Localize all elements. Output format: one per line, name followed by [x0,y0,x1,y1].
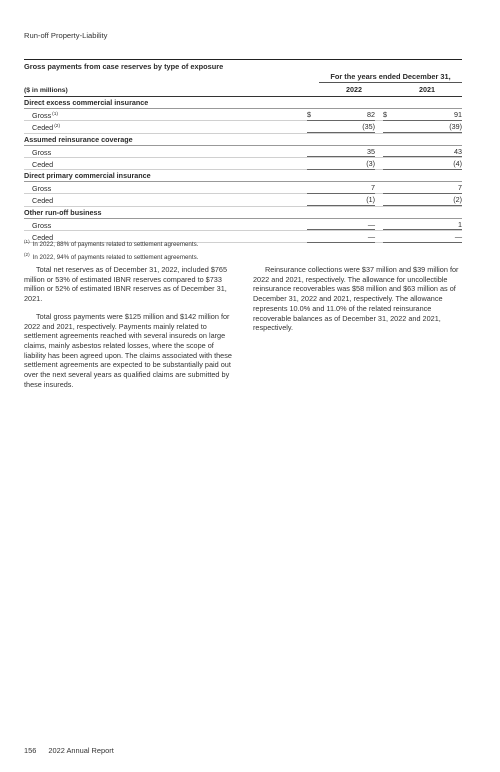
row-label [32,158,54,170]
cell-2022 [307,231,375,243]
table-row [24,146,462,158]
footnote-ref: (2) [54,124,61,130]
table-row [24,121,462,133]
column-header-row [24,83,462,97]
table-row [24,182,462,194]
years-header: For the years ended December 31, [319,72,462,83]
units-label: ($ in millions) [24,87,68,94]
paragraph: Total net reserves as of December 31, 2022, included $765 million or 53% of estimated IBNR reserves compared to $733 million or 52% of estimated IBNR reserves as of December 31, 2021. [24,265,228,304]
category-row: Direct primary commercial insurance [24,170,462,182]
table-row [24,219,462,231]
category-row: Assumed reinsurance coverage [24,134,462,146]
value-2022: (35) [362,122,375,132]
cell-2021 [383,109,462,121]
body-right-column [253,265,463,341]
currency-symbol: $ [383,110,387,119]
footnote-1 [24,239,198,252]
cell-2021 [383,121,462,133]
row-label-text: Gross [32,184,52,194]
page-footer [24,746,114,755]
footnote-marker: (1) [24,239,30,244]
row-label-text: Gross [32,147,52,157]
row-label [32,182,52,194]
cell-2022 [307,109,375,121]
page-number: 156 [24,746,37,755]
value-2021: 91 [454,110,462,119]
paragraph: Reinsurance collections were $37 million and $39 million for 2022 and 2021, respectively. The allowance for uncollectible reinsurance recoverables was $58 million and $63 million as of December 31, 2022 and 2021, respectively. The allowance represents 10.0% and 11.0% of the related reinsurance recoverable balances as of December 31, 2022 and 2021, respectively. [253,265,459,333]
row-label-text: Ceded [32,123,54,133]
value-2022: — [367,232,375,242]
row-label-text: Gross [32,111,52,120]
currency-symbol: $ [307,110,311,119]
row-label [32,194,54,206]
report-title: 2022 Annual Report [48,746,114,755]
cell-2021 [383,182,462,194]
footnotes [24,239,198,265]
cell-2022 [307,182,375,194]
value-2021: (39) [449,122,462,132]
cell-2021 [383,231,462,243]
value-2021: 1 [458,219,462,229]
column-header-2021: 2021 [419,85,435,94]
value-2021: 7 [458,183,462,193]
table-title: Gross payments from case reserves by type of exposure [24,59,462,72]
value-2022: 35 [367,146,375,156]
row-label [32,109,58,121]
value-2022: (3) [366,158,375,168]
row-label-text: Ceded [32,233,54,243]
cell-2021 [383,219,462,231]
value-2021: (4) [453,158,462,168]
row-label-text: Ceded [32,159,54,169]
value-2021: 43 [454,146,462,156]
cell-2022 [307,121,375,133]
category-row: Direct excess commercial insurance [24,97,462,109]
table-body [24,97,462,243]
table-row [24,158,462,170]
years-header-row [24,72,462,83]
footnote-text: In 2022, 88% of payments related to settlement agreements. [32,241,199,248]
cell-2022 [307,219,375,231]
column-header-2022: 2022 [346,85,362,94]
cell-2022 [307,158,375,170]
row-label-text: Gross [32,220,52,230]
cell-2021 [383,146,462,158]
value-2022: (1) [366,195,375,205]
payments-table [24,59,462,243]
body-left-column [24,265,234,397]
cell-2022 [307,194,375,206]
row-label [32,121,60,133]
cell-2021 [383,158,462,170]
cell-2021 [383,194,462,206]
row-label-text: Ceded [32,196,54,206]
value-2022: 7 [371,183,375,193]
footnote-2 [24,252,198,265]
value-2021: (2) [453,195,462,205]
row-label [32,219,52,231]
table-row [24,109,462,121]
category-row: Other run-off business [24,207,462,219]
footnote-ref: (1) [52,112,59,117]
cell-2022 [307,146,375,158]
row-label [32,146,52,158]
value-2022: — [367,219,375,229]
footnote-marker: (2) [24,252,30,257]
footnote-text: In 2022, 94% of payments related to settlement agreements. [32,254,199,261]
section-header: Run-off Property-Liability [24,31,108,40]
table-row [24,194,462,206]
value-2022: 82 [367,110,375,119]
value-2021: — [454,232,462,242]
paragraph: Total gross payments were $125 million and $142 million for 2022 and 2021, respectively. Payments mainly related to settlement agreements reached with several insureds on large claims, mainly asbestos related losses, where the scope of liability has been agreed upon. The claims associated with these settlement agreements are expected to be substantially paid out over the next several years as qualified claims are submitted by these insureds. [24,311,232,389]
